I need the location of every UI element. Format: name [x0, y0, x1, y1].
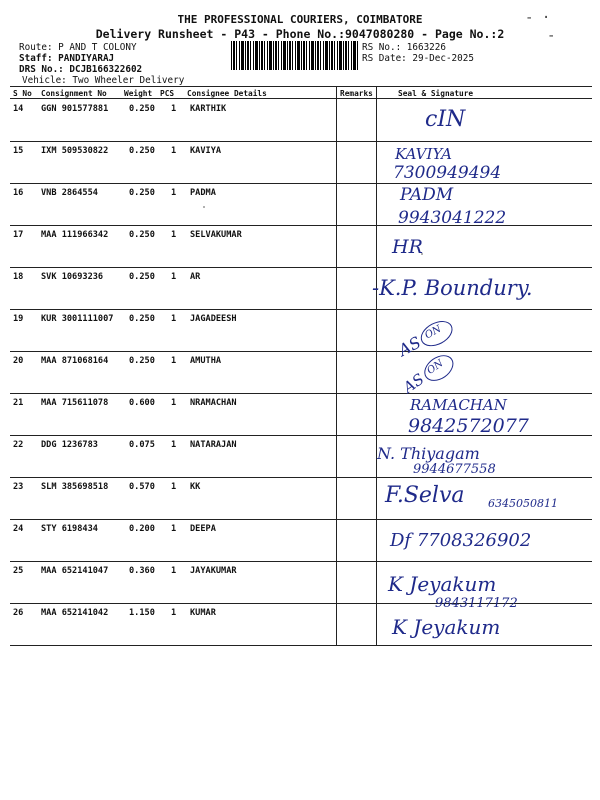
cell-pcs: 1: [171, 272, 177, 282]
cell-weight: 0.250: [129, 314, 155, 324]
signature-row-22-phone: 9944677558: [413, 462, 496, 477]
column-header-consignee: Consignee Details: [187, 89, 267, 98]
cell-consignee: PADMA: [190, 188, 216, 198]
column-header-pcs: PCS: [160, 89, 175, 98]
cell-pcs: 1: [171, 314, 177, 324]
cell-consignee: AR: [190, 272, 201, 282]
row-divider: [10, 183, 592, 184]
cell-consignment: MAA 652141047: [41, 566, 109, 576]
cell-pcs: 1: [171, 524, 177, 534]
row-divider: [10, 561, 592, 562]
cell-sno: 16: [13, 188, 24, 198]
cell-sno: 23: [13, 482, 24, 492]
cell-weight: 0.075: [129, 440, 155, 450]
cell-weight: 0.360: [129, 566, 155, 576]
cell-sno: 21: [13, 398, 24, 408]
stamp-text: AS: [399, 369, 428, 397]
stamp-text: AS: [395, 332, 425, 360]
cell-sno: 18: [13, 272, 24, 282]
cell-weight: 0.250: [129, 104, 155, 114]
cell-consignment: SLM 385698518: [41, 482, 109, 492]
cell-consignment: KUR 3001111007: [41, 314, 114, 324]
company-title: THE PROFESSIONAL COURIERS, COIMBATORE: [177, 13, 423, 26]
cell-weight: 0.250: [129, 146, 155, 156]
cell-sno: 15: [13, 146, 24, 156]
staff-label: Staff: PANDIYARAJ: [19, 53, 115, 64]
cell-consignee: SELVAKUMAR: [190, 230, 242, 240]
cell-consignee: KK: [190, 482, 201, 492]
signature-row-25-phone: 9843117172: [435, 596, 518, 611]
signature-row-23-phone: 6345050811: [488, 497, 558, 510]
cell-weight: 0.570: [129, 482, 155, 492]
cell-sno: 19: [13, 314, 24, 324]
cell-consignment: DDG 1236783: [41, 440, 98, 450]
cell-weight: 0.250: [129, 230, 155, 240]
cell-sno: 24: [13, 524, 24, 534]
row-divider: [10, 477, 592, 478]
cell-consignee: NATARAJAN: [190, 440, 237, 450]
cell-consignee: KARTHIK: [190, 104, 227, 114]
runsheet-title: Delivery Runsheet - P43 - Phone No.:9047080280 - Page No.:2: [95, 27, 505, 41]
row-divider: [10, 309, 592, 310]
signature-row-21-phone: 9842572077: [408, 415, 529, 437]
signature-row-15-name: KAVIYA: [395, 145, 453, 163]
column-header-sno: S No: [13, 89, 32, 98]
table-top-border: [10, 86, 592, 87]
signature-row-18: -K.P. Boundury.: [372, 276, 533, 300]
signature-row-26: K Jeyakum: [392, 615, 501, 639]
cell-consignee: JAGADEESH: [190, 314, 237, 324]
cell-weight: 0.200: [129, 524, 155, 534]
signature-row-16-name: PADM: [400, 185, 454, 205]
cell-consignee: NRAMACHAN: [190, 398, 237, 408]
row-divider: [10, 351, 592, 352]
cell-pcs: 1: [171, 398, 177, 408]
row-divider: [10, 393, 592, 394]
signature-row-23: F.Selva: [385, 483, 465, 508]
cell-weight: 0.250: [129, 272, 155, 282]
cell-pcs: 1: [171, 104, 177, 114]
cell-pcs: 1: [171, 566, 177, 576]
signature-row-14: cIN: [425, 107, 466, 132]
route-label: Route: P AND T COLONY: [19, 42, 137, 53]
row-divider: [10, 267, 592, 268]
cell-pcs: 1: [171, 440, 177, 450]
cell-consignee: KAVIYA: [190, 146, 222, 156]
cell-pcs: 1: [171, 146, 177, 156]
cell-consignee: JAYAKUMAR: [190, 566, 237, 576]
row-divider: [10, 519, 592, 520]
drs-label: DRS No.: DCJB166322602: [19, 64, 143, 75]
column-header-consignment: Consignment No: [41, 89, 107, 98]
corner-mark: - ·: [525, 10, 551, 26]
cell-consignment: VNB 2864554: [41, 188, 98, 198]
cell-sno: 25: [13, 566, 24, 576]
cell-pcs: 1: [171, 608, 177, 618]
signature-row-16-phone: 9943041222: [398, 208, 507, 228]
cell-pcs: 1: [171, 230, 177, 240]
signature-row-24: Df 7708326902: [390, 530, 532, 551]
cell-sno: 20: [13, 356, 24, 366]
stamp-text: ON: [425, 358, 446, 377]
cell-consignment: IXM 509530822: [41, 146, 109, 156]
table-bottom-border: [10, 645, 592, 646]
signature-row-21-name: RAMACHAN: [410, 396, 507, 414]
cell-sno: 17: [13, 230, 24, 240]
cell-consignee: KUMAR: [190, 608, 216, 618]
cell-consignment: GGN 901577881: [41, 104, 109, 114]
cell-pcs: 1: [171, 188, 177, 198]
cell-sno: 14: [13, 104, 24, 114]
rs-date: RS Date: 29-Dec-2025: [362, 53, 474, 64]
signature-row-17: HR: [392, 236, 423, 258]
column-header-seal: Seal & Signature: [398, 89, 474, 98]
cell-sno: 26: [13, 608, 24, 618]
cell-consignee: DEEPA: [190, 524, 216, 534]
speck: [203, 206, 205, 208]
table-header-border: [10, 98, 592, 99]
cell-pcs: 1: [171, 482, 177, 492]
cell-consignment: MAA 715611078: [41, 398, 109, 408]
cell-consignment: STY 6198434: [41, 524, 98, 534]
signature-row-25-name: K Jeyakum: [388, 572, 497, 596]
vehicle-label: Vehicle: Two Wheeler Delivery: [22, 75, 185, 86]
signature-row-22: N. Thiyagam: [377, 444, 480, 463]
cell-consignment: MAA 111966342: [41, 230, 109, 240]
signature-row-15-phone: 7300949494: [393, 163, 502, 183]
stamp-text: ON: [423, 323, 444, 342]
column-header-remarks: Remarks: [340, 89, 373, 98]
corner-mark: -: [547, 28, 556, 44]
row-divider: [10, 141, 592, 142]
barcode: [231, 41, 358, 70]
column-header-weight: Weight: [124, 89, 153, 98]
cell-consignment: SVK 10693236: [41, 272, 104, 282]
cell-weight: 1.150: [129, 608, 155, 618]
cell-pcs: 1: [171, 356, 177, 366]
cell-consignee: AMUTHA: [190, 356, 222, 366]
rs-no: RS No.: 1663226: [362, 42, 446, 53]
cell-weight: 0.600: [129, 398, 155, 408]
cell-weight: 0.250: [129, 356, 155, 366]
cell-consignment: MAA 871068164: [41, 356, 109, 366]
cell-weight: 0.250: [129, 188, 155, 198]
cell-sno: 22: [13, 440, 24, 450]
cell-consignment: MAA 652141042: [41, 608, 109, 618]
